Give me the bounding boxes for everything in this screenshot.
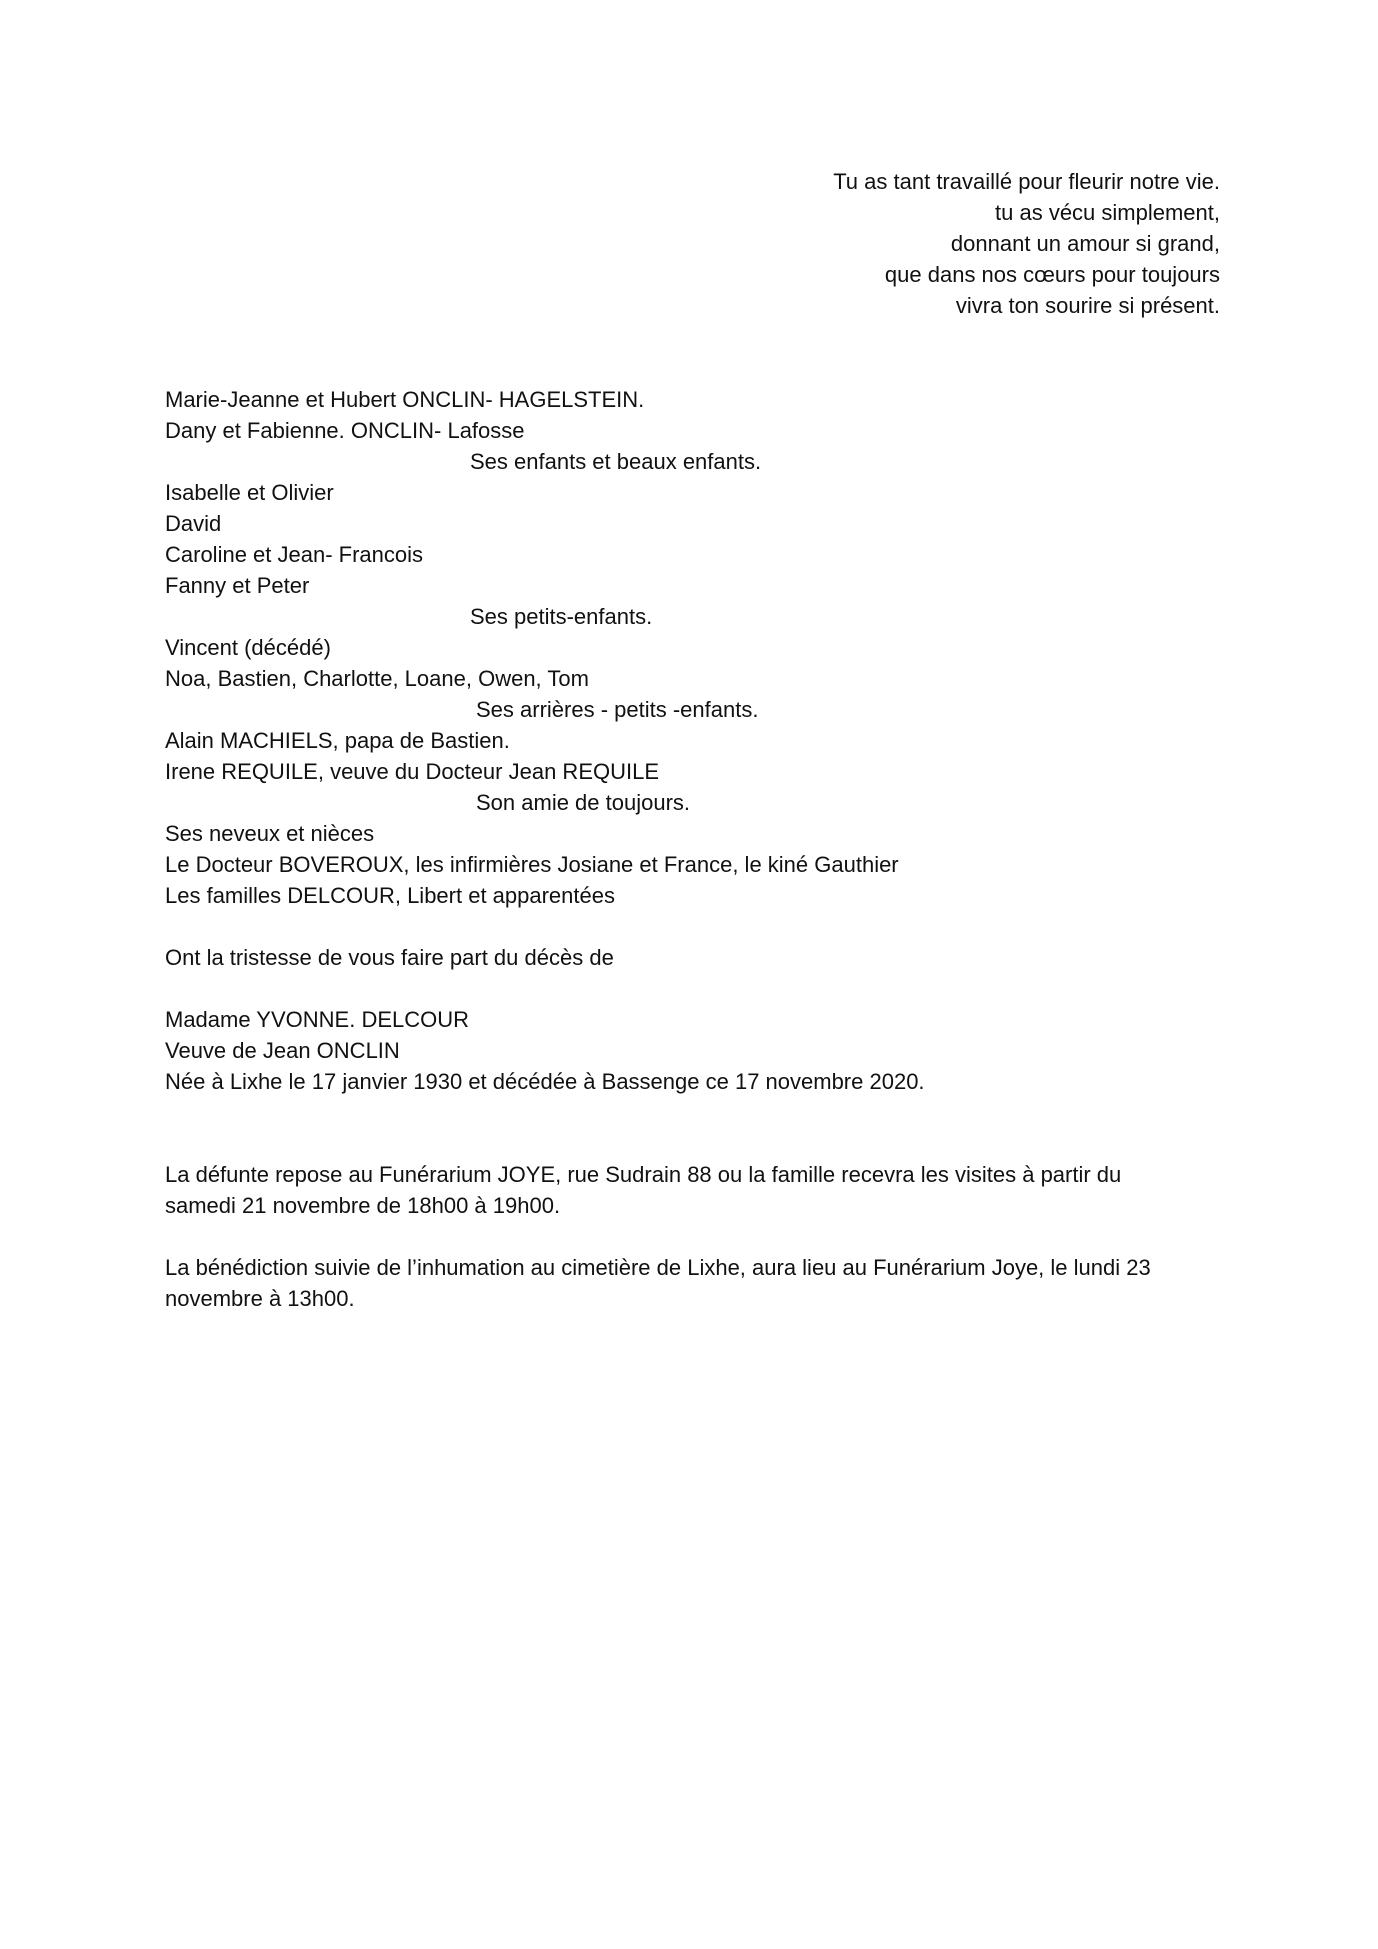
ceremony-paragraph — [165, 1252, 1225, 1314]
spacer — [165, 973, 1225, 1004]
spacer — [165, 1221, 1225, 1252]
family-line: Isabelle et Olivier — [165, 480, 334, 505]
great-grandchildren-caption: Ses arrières - petits -enfants. — [476, 697, 759, 722]
visitation-paragraph — [165, 1159, 1225, 1221]
deceased-section — [165, 1004, 1225, 1097]
obituary-body — [165, 384, 1225, 1314]
poem-line: vivra ton sourire si présent. — [955, 293, 1220, 318]
family-line: Marie-Jeanne et Hubert ONCLIN- HAGELSTEIN. — [165, 387, 645, 412]
spacer — [165, 1097, 1225, 1159]
others-section — [165, 818, 1225, 911]
spacer — [165, 911, 1225, 942]
friends-caption: Son amie de toujours. — [476, 790, 691, 815]
deceased-widow-of: Veuve de Jean ONCLIN — [165, 1038, 400, 1063]
family-line: Ses neveux et nièces — [165, 821, 375, 846]
poem-line: tu as vécu simplement, — [995, 200, 1220, 225]
family-line: David — [165, 511, 222, 536]
visitation-line: La défunte repose au Funérarium JOYE, rue Sudrain 88 ou la famille recevra les visites à partir du — [165, 1162, 1122, 1187]
family-line: Dany et Fabienne. ONCLIN- Lafosse — [165, 418, 525, 443]
grandchildren-caption: Ses petits-enfants. — [470, 604, 653, 629]
deceased-name: Madame YVONNE. DELCOUR — [165, 1007, 470, 1032]
grandchildren-section — [165, 477, 1225, 632]
family-line: Fanny et Peter — [165, 573, 310, 598]
poem-line: donnant un amour si grand, — [950, 231, 1220, 256]
announcement-text: Ont la tristesse de vous faire part du décès de — [165, 945, 614, 970]
children-caption: Ses enfants et beaux enfants. — [470, 449, 762, 474]
ceremony-line: La bénédiction suivie de l’inhumation au cimetière de Lixhe, aura lieu au Funérarium Joye, le lundi 23 — [165, 1255, 1151, 1280]
deceased-dates: Née à Lixhe le 17 janvier 1930 et décédée à Bassenge ce 17 novembre 2020. — [165, 1069, 925, 1094]
poem-block — [620, 166, 1220, 321]
family-line: Alain MACHIELS, papa de Bastien. — [165, 728, 510, 753]
family-line: Noa, Bastien, Charlotte, Loane, Owen, Tom — [165, 666, 589, 691]
family-line: Irene REQUILE, veuve du Docteur Jean REQUILE — [165, 759, 660, 784]
family-line: Caroline et Jean- Francois — [165, 542, 424, 567]
friends-section — [165, 725, 1225, 818]
great-grandchildren-section — [165, 632, 1225, 725]
family-line: Les familles DELCOUR, Libert et apparentées — [165, 883, 615, 908]
poem-line: que dans nos cœurs pour toujours — [884, 262, 1220, 287]
ceremony-line: novembre à 13h00. — [165, 1286, 355, 1311]
children-section — [165, 384, 1225, 477]
family-line: Le Docteur BOVEROUX, les infirmières Josiane et France, le kiné Gauthier — [165, 852, 899, 877]
visitation-line: samedi 21 novembre de 18h00 à 19h00. — [165, 1193, 561, 1218]
family-line: Vincent (décédé) — [165, 635, 331, 660]
poem-line: Tu as tant travaillé pour fleurir notre vie. — [833, 169, 1220, 194]
